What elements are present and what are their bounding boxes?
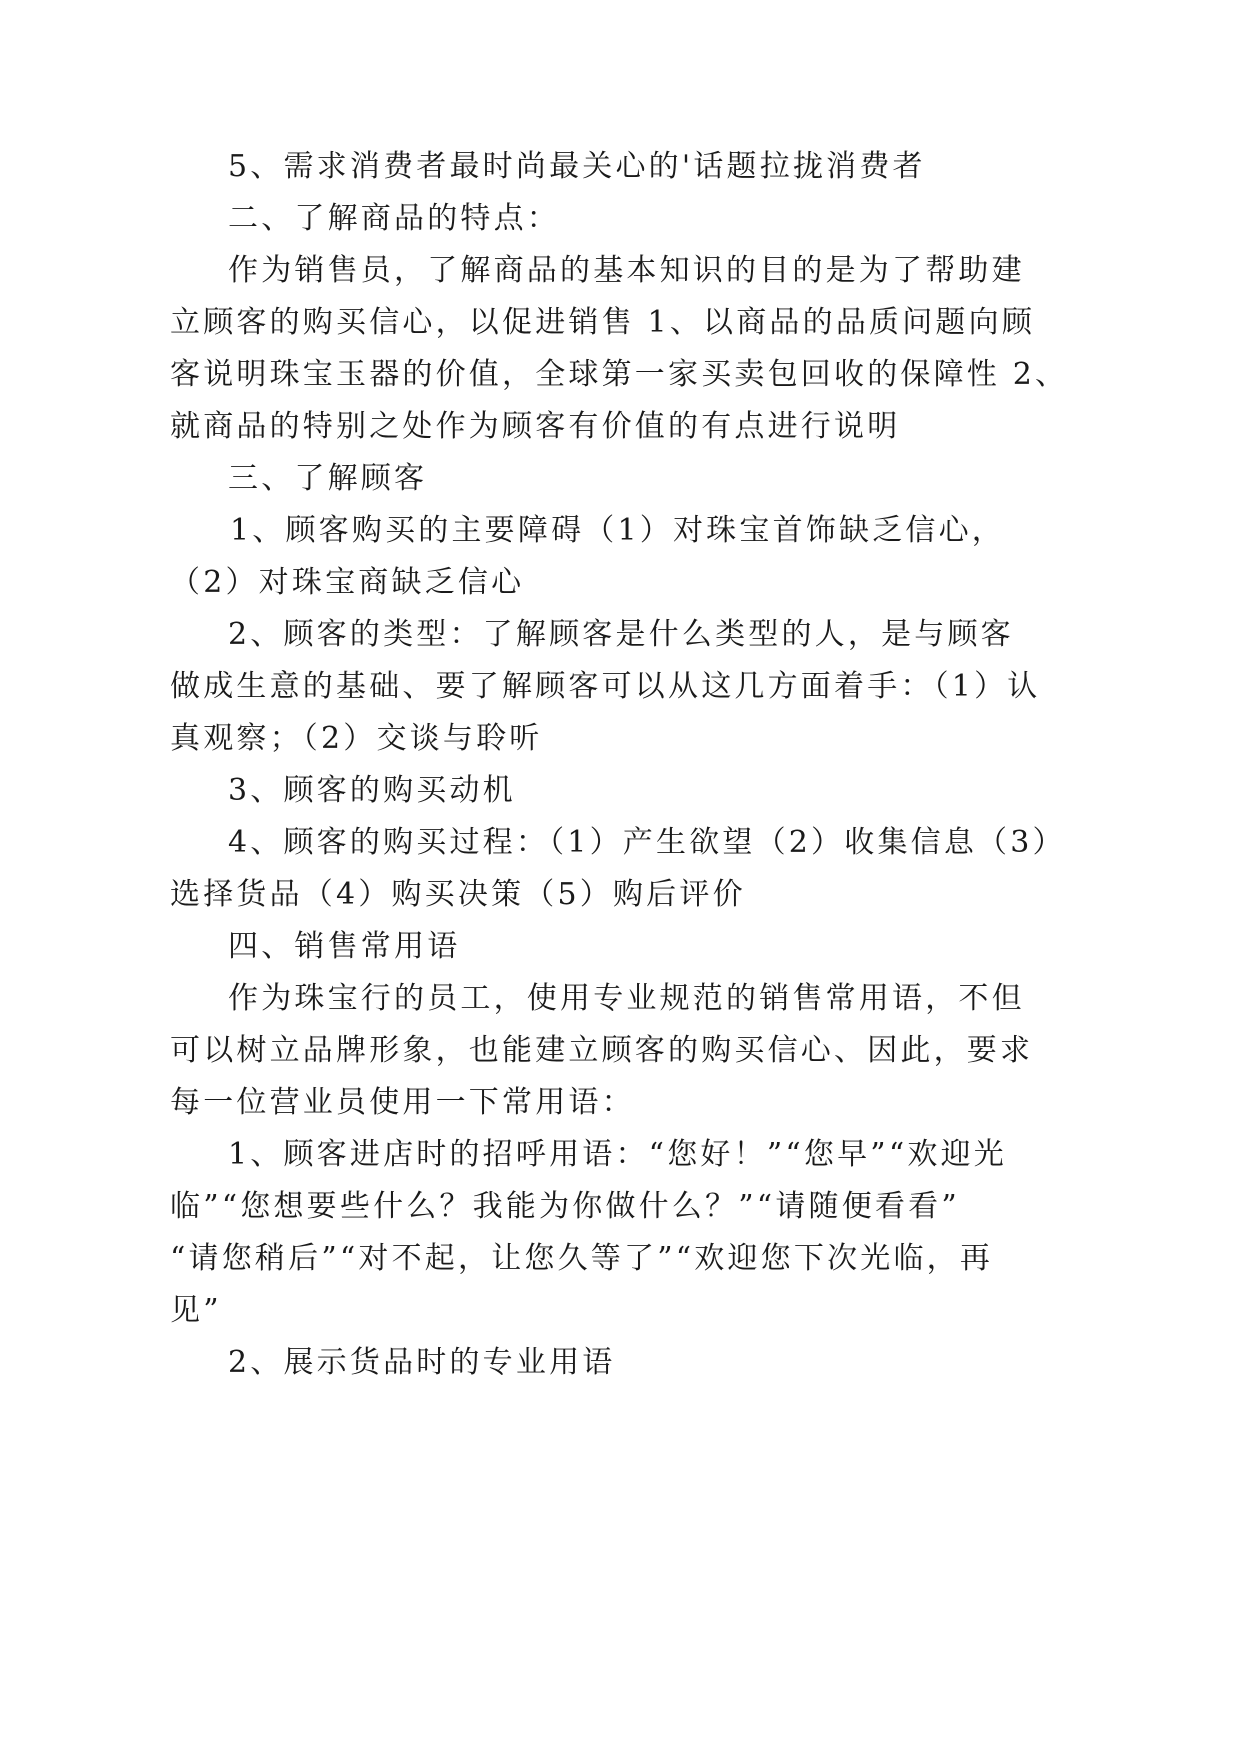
text-line-23: 见” — [170, 1293, 222, 1328]
text-line-20: 1、顾客进店时的招呼用语：“您好！”“您早”“欢迎光 — [228, 1137, 1007, 1172]
text-line-14: 4、顾客的购买过程：（1）产生欲望（2）收集信息（3） — [228, 825, 1066, 860]
text-line-18: 可以树立品牌形象，也能建立顾客的购买信心、因此，要求 — [170, 1033, 1034, 1068]
text-line-15: 选择货品（4）购买决策（5）购后评价 — [170, 877, 746, 912]
section-heading-4: 四、销售常用语 — [228, 929, 461, 964]
text-line-6: 就商品的特别之处作为顾客有价值的有点进行说明 — [170, 409, 901, 444]
text-line-13: 3、顾客的购买动机 — [228, 773, 516, 808]
text-line-4: 立顾客的购买信心，以促进销售 1、以商品的品质问题向顾 — [170, 305, 1036, 340]
text-line-9: （2）对珠宝商缺乏信心 — [170, 565, 525, 600]
text-line-19: 每一位营业员使用一下常用语： — [170, 1085, 635, 1120]
text-line-5: 客说明珠宝玉器的价值，全球第一家买卖包回收的保障性 2、 — [170, 357, 1069, 392]
section-heading-2: 二、了解商品的特点： — [228, 201, 560, 236]
text-line-3: 作为销售员，了解商品的基本知识的目的是为了帮助建 — [228, 253, 1025, 288]
text-line-1: 5、需求消费者最时尚最关心的'话题拉拢消费者 — [228, 149, 926, 184]
text-line-12: 真观察；（2）交谈与聆听 — [170, 721, 543, 756]
text-line-21: 临”“您想要些什么？我能为你做什么？”“请随便看看” — [170, 1189, 960, 1224]
text-line-8: 1、顾客购买的主要障碍（1）对珠宝首饰缺乏信心， — [230, 513, 1005, 548]
text-line-22: “请您稍后”“对不起，让您久等了”“欢迎您下次光临，再 — [170, 1241, 994, 1276]
section-heading-3: 三、了解顾客 — [228, 461, 428, 496]
text-line-17: 作为珠宝行的员工，使用专业规范的销售常用语，不但 — [228, 981, 1025, 1016]
text-line-10: 2、顾客的类型：了解顾客是什么类型的人，是与顾客 — [228, 617, 1014, 652]
text-line-24: 2、展示货品时的专业用语 — [228, 1345, 616, 1380]
text-line-11: 做成生意的基础、要了解顾客可以从这几方面着手：（1）认 — [170, 669, 1041, 704]
